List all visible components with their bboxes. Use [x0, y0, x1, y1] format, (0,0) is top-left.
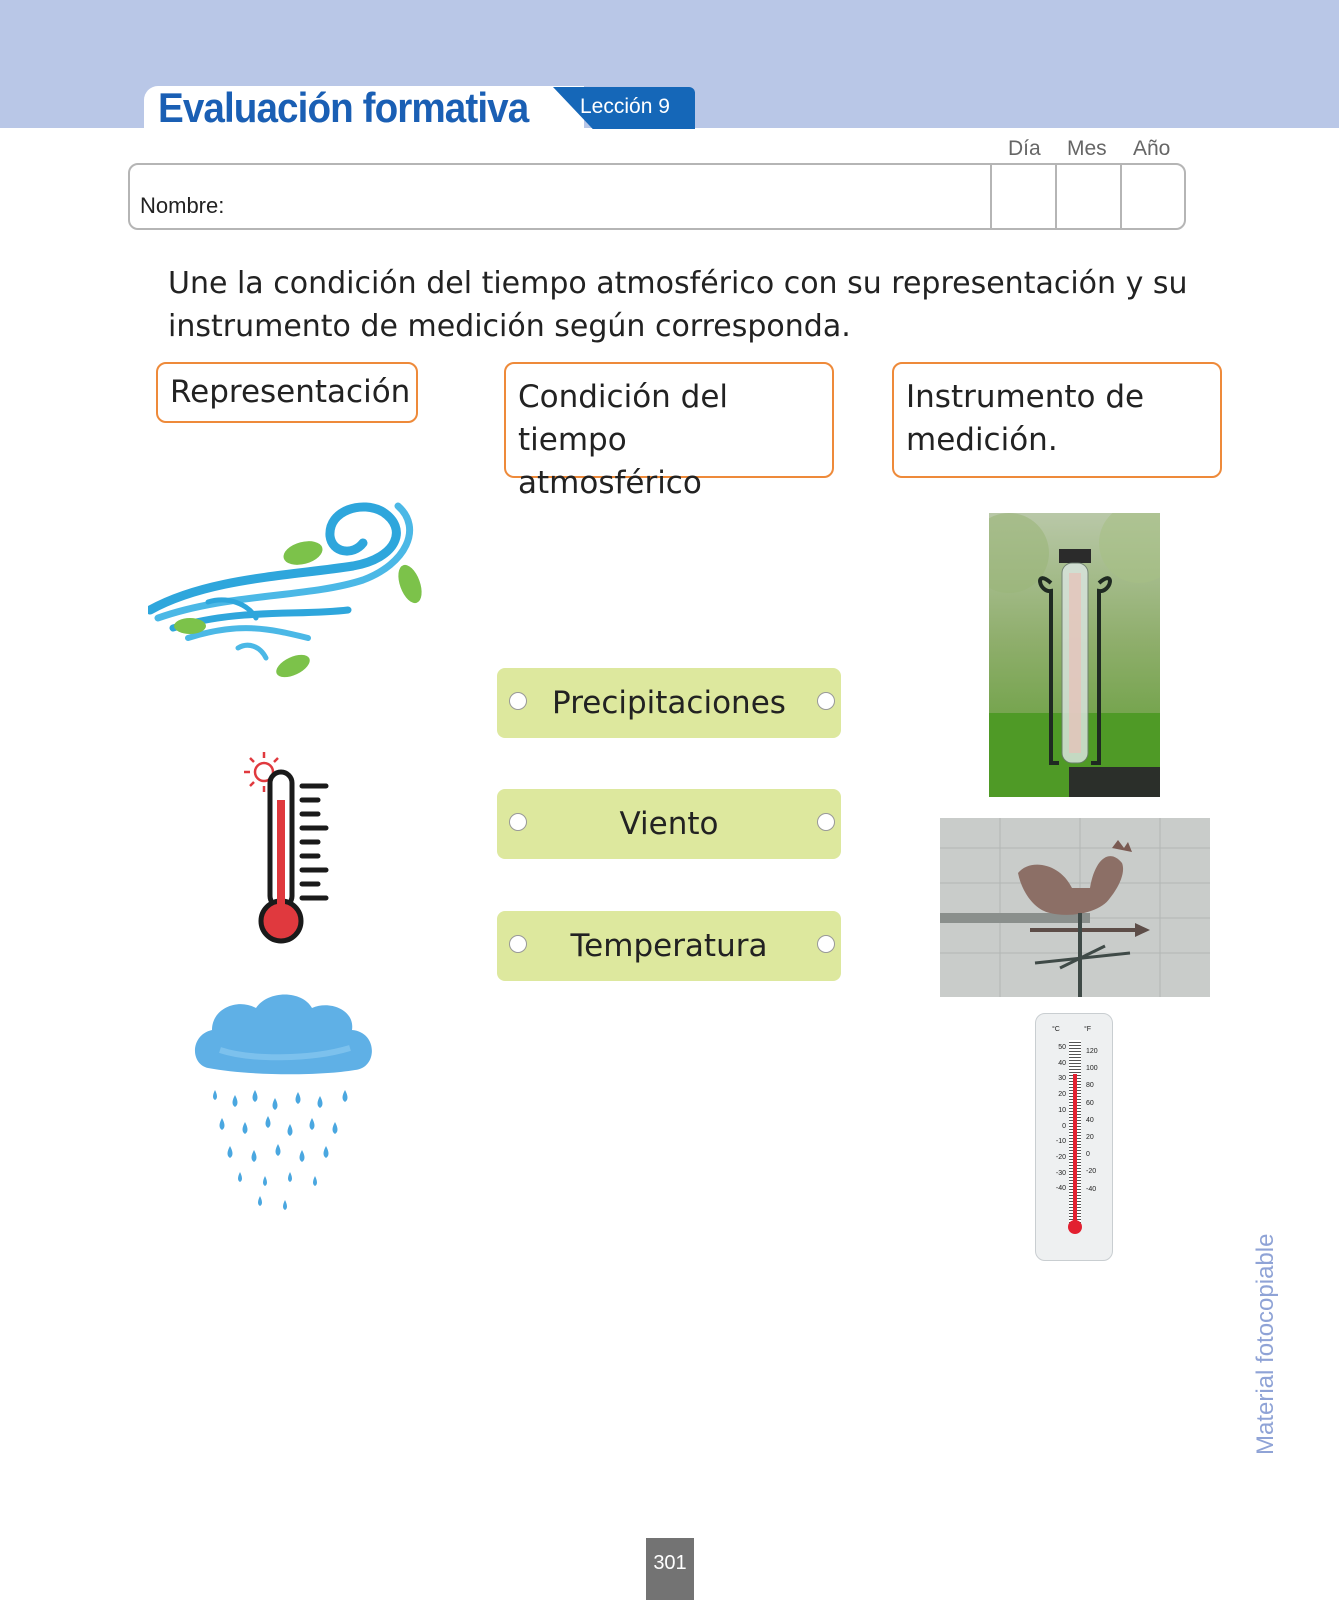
day-header: Día	[1008, 137, 1041, 160]
celsius-tick-label: -40	[1055, 1185, 1066, 1193]
rain-gauge-photo[interactable]	[989, 513, 1160, 797]
year-field[interactable]	[1123, 165, 1184, 228]
thermometer-sun-icon[interactable]	[240, 748, 340, 948]
celsius-tick-label: 0	[1062, 1122, 1066, 1130]
name-label: Nombre:	[140, 193, 225, 218]
header-instrument: Instrumento de medición.	[892, 362, 1222, 478]
header-representation: Representación	[156, 362, 418, 423]
mercury-column	[1073, 1074, 1077, 1224]
celsius-tick-label: 50	[1058, 1044, 1066, 1051]
weather-vane-photo[interactable]	[940, 818, 1210, 997]
celsius-tick-label: 30	[1058, 1075, 1066, 1083]
celsius-scale	[1044, 1014, 1066, 1261]
lesson-label: Lección 9	[580, 95, 670, 118]
fahrenheit-tick-label: 40	[1086, 1116, 1094, 1124]
left-connector-dot[interactable]	[509, 692, 527, 710]
celsius-tick-label: 40	[1058, 1059, 1066, 1067]
side-text: Material fotocopiable	[1252, 1233, 1279, 1455]
condition-label: Viento	[619, 806, 719, 842]
year-header: Año	[1133, 137, 1171, 160]
month-field[interactable]	[1058, 165, 1119, 228]
celsius-tick-label: -30	[1055, 1169, 1066, 1177]
header-condition: Condición del tiempo atmosférico	[504, 362, 834, 478]
fahrenheit-tick-label: 0	[1086, 1151, 1090, 1159]
celsius-tick-label: -10	[1055, 1138, 1066, 1146]
fahrenheit-scale	[1086, 1014, 1112, 1261]
right-connector-dot[interactable]	[817, 692, 835, 710]
fahrenheit-unit: °F	[1084, 1026, 1092, 1033]
condition-precipitaciones[interactable]	[497, 668, 841, 738]
celsius-tick-label: 10	[1058, 1106, 1066, 1114]
page-number: 301	[646, 1538, 694, 1600]
condition-label: Precipitaciones	[552, 685, 786, 721]
left-connector-dot[interactable]	[509, 935, 527, 953]
mercury-bulb	[1068, 1220, 1082, 1234]
page-title: Evaluación formativa	[158, 84, 529, 131]
thermometer-photo[interactable]	[1035, 1013, 1113, 1261]
celsius-tick-label: -20	[1055, 1153, 1066, 1161]
right-connector-dot[interactable]	[817, 935, 835, 953]
day-field[interactable]	[993, 165, 1054, 228]
divider	[1055, 165, 1057, 228]
fahrenheit-tick-label: 20	[1086, 1134, 1094, 1141]
divider	[1120, 165, 1122, 228]
instruction-text: Une la condición del tiempo atmosférico con su representación y su instrumento de medición según corresponda.	[168, 266, 1188, 344]
fahrenheit-tick-label: 120	[1086, 1048, 1098, 1055]
condition-viento[interactable]	[497, 789, 841, 859]
month-header: Mes	[1067, 137, 1107, 160]
celsius-unit: °C	[1052, 1026, 1060, 1033]
wind-icon[interactable]	[148, 498, 428, 680]
celsius-tick-label: 20	[1058, 1091, 1066, 1099]
condition-label: Temperatura	[570, 928, 768, 964]
left-connector-dot[interactable]	[509, 813, 527, 831]
fahrenheit-tick-label: -20	[1086, 1168, 1097, 1176]
divider	[990, 165, 992, 228]
right-connector-dot[interactable]	[817, 813, 835, 831]
rain-cloud-icon[interactable]	[190, 990, 380, 1220]
fahrenheit-tick-label: -40	[1086, 1185, 1097, 1193]
fahrenheit-tick-label: 80	[1086, 1082, 1094, 1090]
condition-temperatura[interactable]	[497, 911, 841, 981]
fahrenheit-tick-label: 100	[1086, 1065, 1098, 1073]
fahrenheit-tick-label: 60	[1086, 1099, 1094, 1107]
